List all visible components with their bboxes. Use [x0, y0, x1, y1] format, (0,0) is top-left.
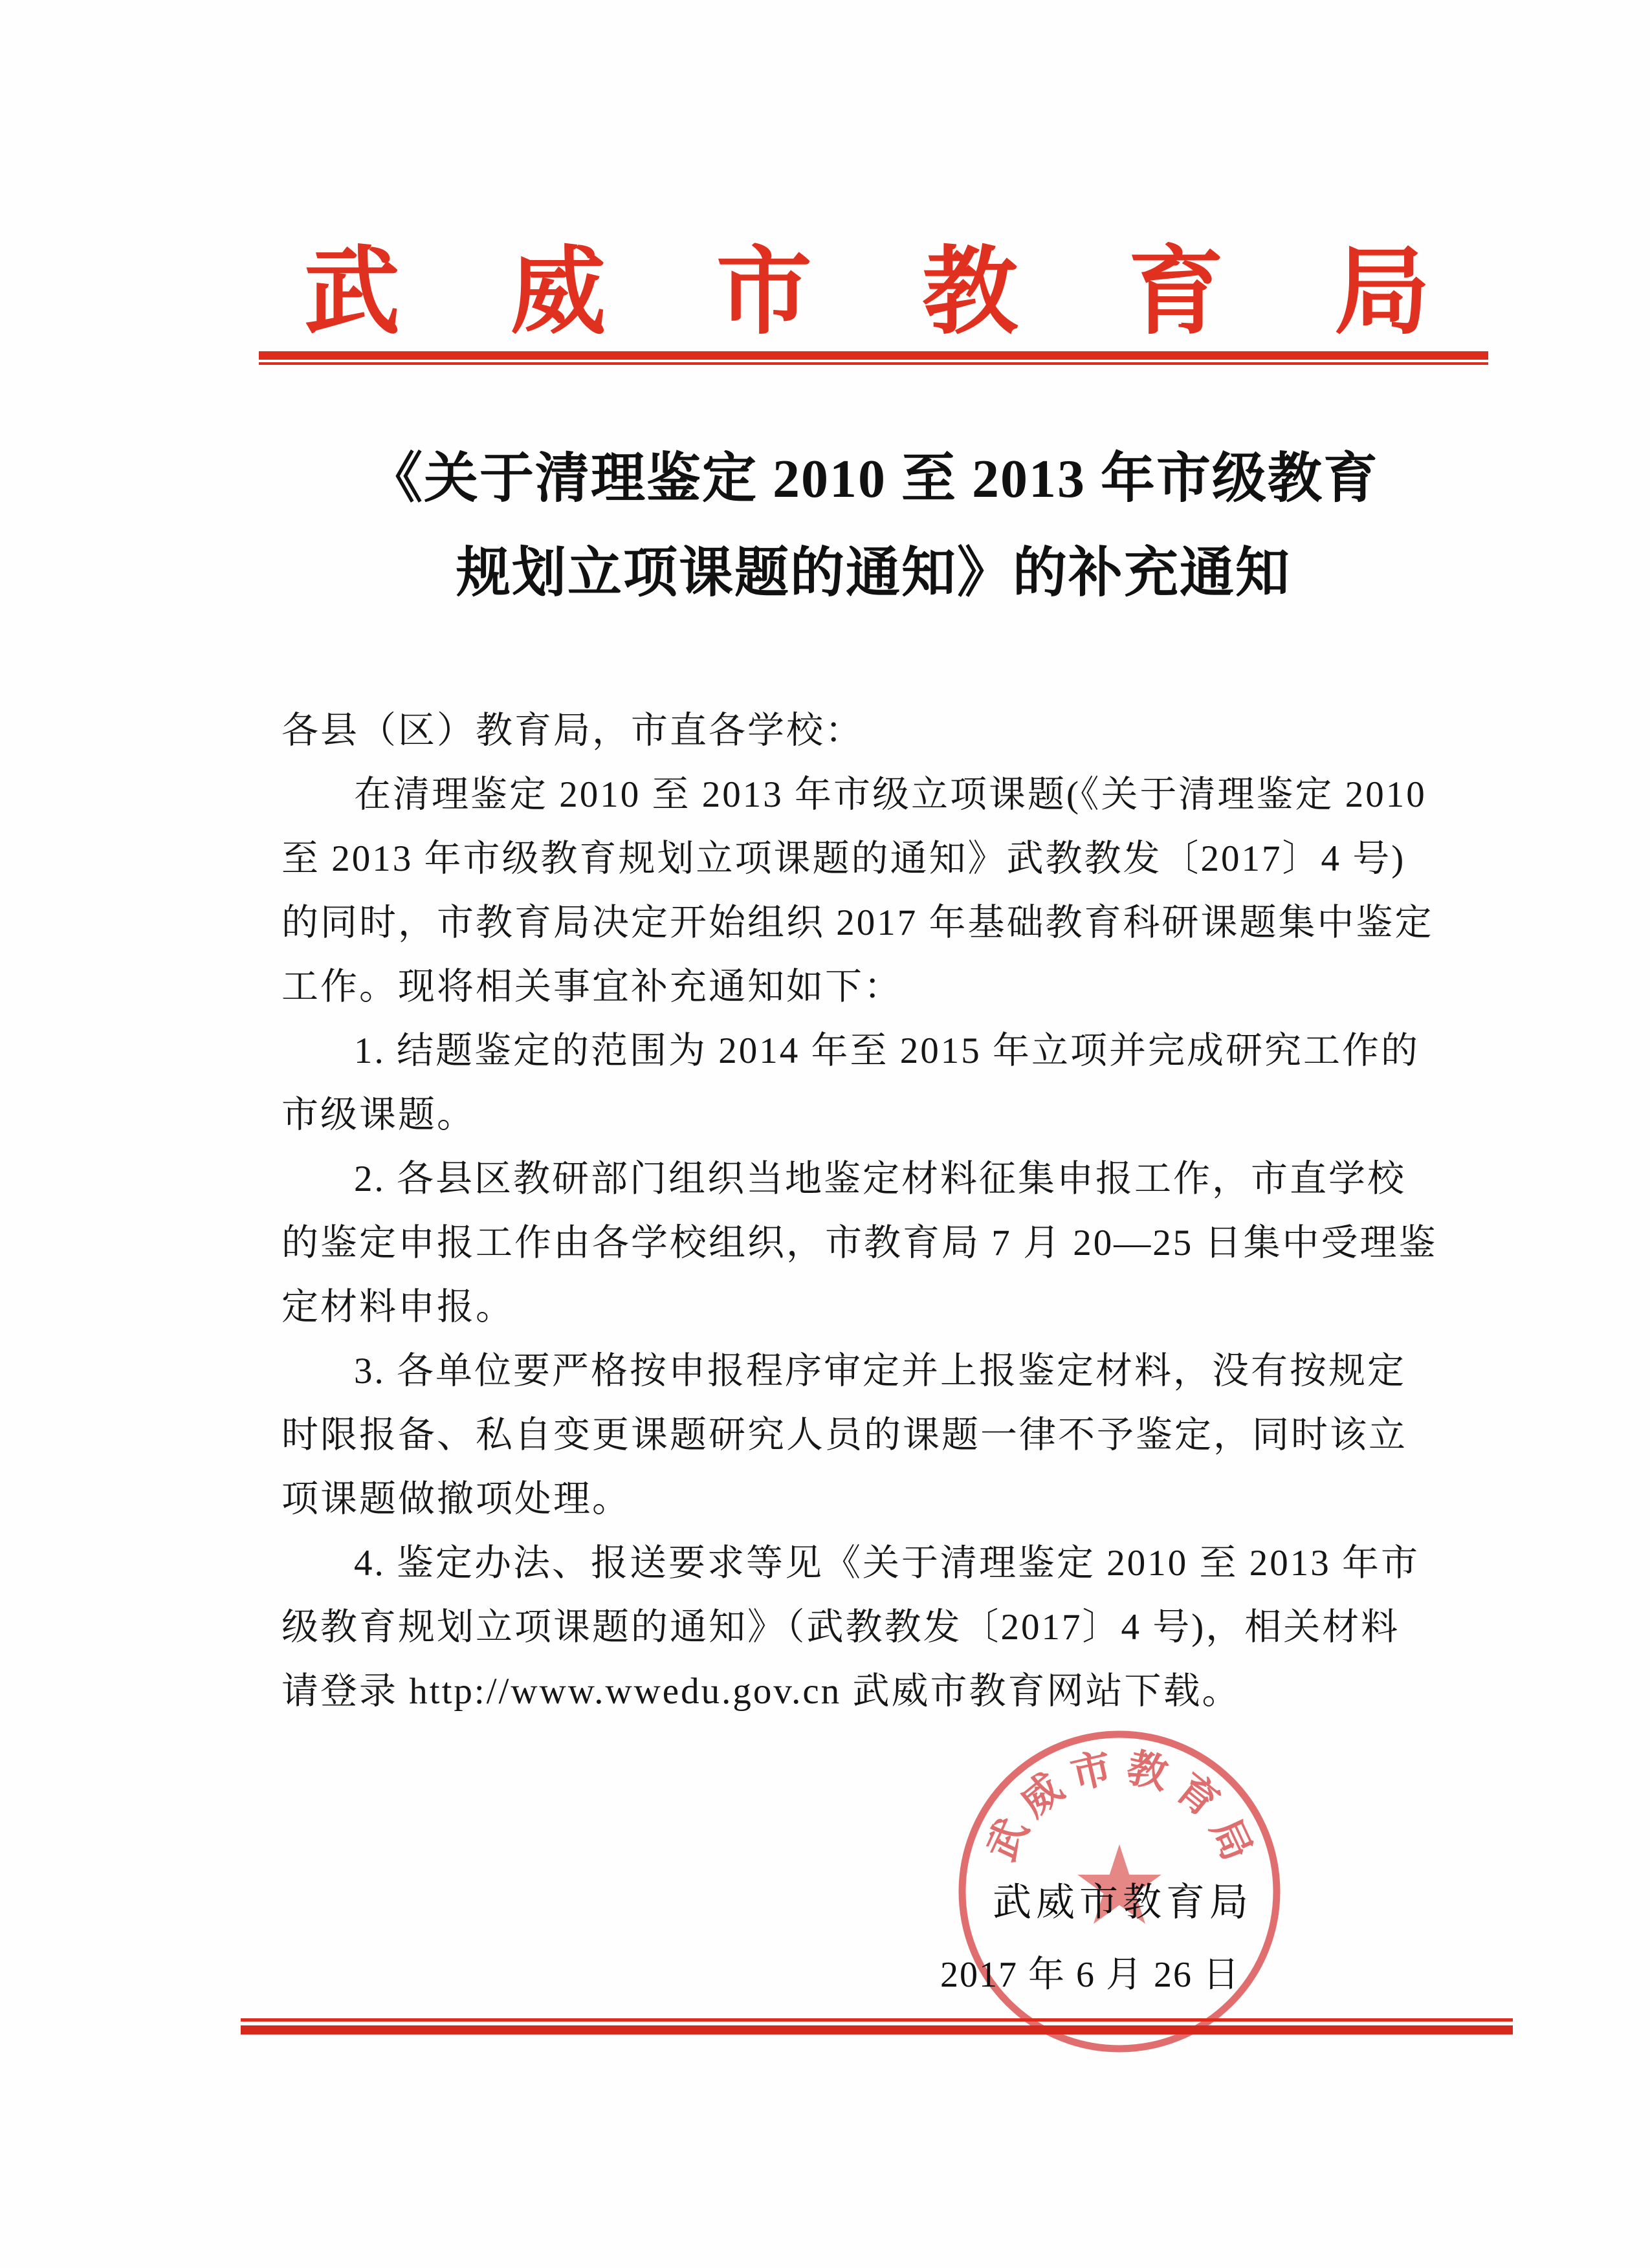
document-body [281, 699, 1438, 1723]
letterhead-char: 教 [922, 240, 1018, 346]
body-line: 级教育规划立项课题的通知》（武教教发〔2017〕4 号)，相关材料 [281, 1607, 1400, 1648]
seal-arc-char: 市 [1067, 1745, 1116, 1798]
header-divider-thick [259, 351, 1488, 360]
seal-arc-char: 教 [1123, 1745, 1172, 1798]
salutation-line: 各县（区）教育局，市直各学校： [281, 710, 864, 751]
letterhead-char: 育 [1128, 240, 1224, 346]
footer-divider-thin [241, 2018, 1513, 2022]
letterhead-char: 局 [1334, 240, 1430, 346]
seal-arc-char: 局 [1202, 1812, 1259, 1868]
body-line: 1. 结题鉴定的范围为 2014 年至 2015 年立项并完成研究工作的 [354, 1030, 1420, 1071]
title-line-2: 规划立项课题的通知》的补充通知 [456, 543, 1291, 604]
body-line: 时限报备、私自变更课题研究人员的课题一律不予鉴定，同时该立 [281, 1415, 1407, 1456]
seal-arc-char: 育 [1167, 1766, 1227, 1826]
body-line: 定材料申报。 [281, 1287, 514, 1327]
letterhead-char: 威 [510, 240, 606, 346]
body-line: 市级课题。 [281, 1095, 476, 1135]
body-line: 4. 鉴定办法、报送要求等见《关于清理鉴定 2010 至 2013 年市 [354, 1543, 1420, 1584]
letterhead-char: 武 [304, 240, 400, 346]
letterhead-char: 市 [716, 240, 812, 346]
document-title [259, 432, 1488, 621]
body-line: 项课题做撤项处理。 [281, 1479, 631, 1520]
title-line-1: 《关于清理鉴定 2010 至 2013 年市级教育 [368, 449, 1379, 509]
body-line: 在清理鉴定 2010 至 2013 年市级立项课题(《关于清理鉴定 2010 [354, 774, 1427, 815]
body-line: 的同时，市教育局决定开始组织 2017 年基础教育科研课题集中鉴定 [281, 902, 1434, 943]
body-line: 至 2013 年市级教育规划立项课题的通知》武教教发〔2017〕4 号) [281, 838, 1406, 879]
body-line: 请登录 http://www.wwedu.gov.cn 武威市教育网站下载。 [281, 1671, 1241, 1712]
body-line: 的鉴定申报工作由各学校组织，市教育局 7 月 20—25 日集中受理鉴 [281, 1223, 1438, 1263]
signature-date: 2017 年 6 月 26 日 [940, 1955, 1240, 1995]
footer-divider-thick [241, 2025, 1513, 2034]
signature-org: 武威市教育局 [993, 1881, 1253, 1924]
header-divider-thin [259, 362, 1488, 365]
agency-letterhead [304, 240, 1430, 346]
seal-arc-char: 武 [980, 1812, 1037, 1868]
body-line: 2. 各县区教研部门组织当地鉴定材料征集申报工作，市直学校 [354, 1159, 1406, 1199]
seal-arc-char: 威 [1012, 1766, 1072, 1826]
body-line: 3. 各单位要严格按申报程序审定并上报鉴定材料，没有按规定 [354, 1351, 1406, 1391]
body-line: 工作。现将相关事宜补充通知如下： [281, 966, 903, 1007]
